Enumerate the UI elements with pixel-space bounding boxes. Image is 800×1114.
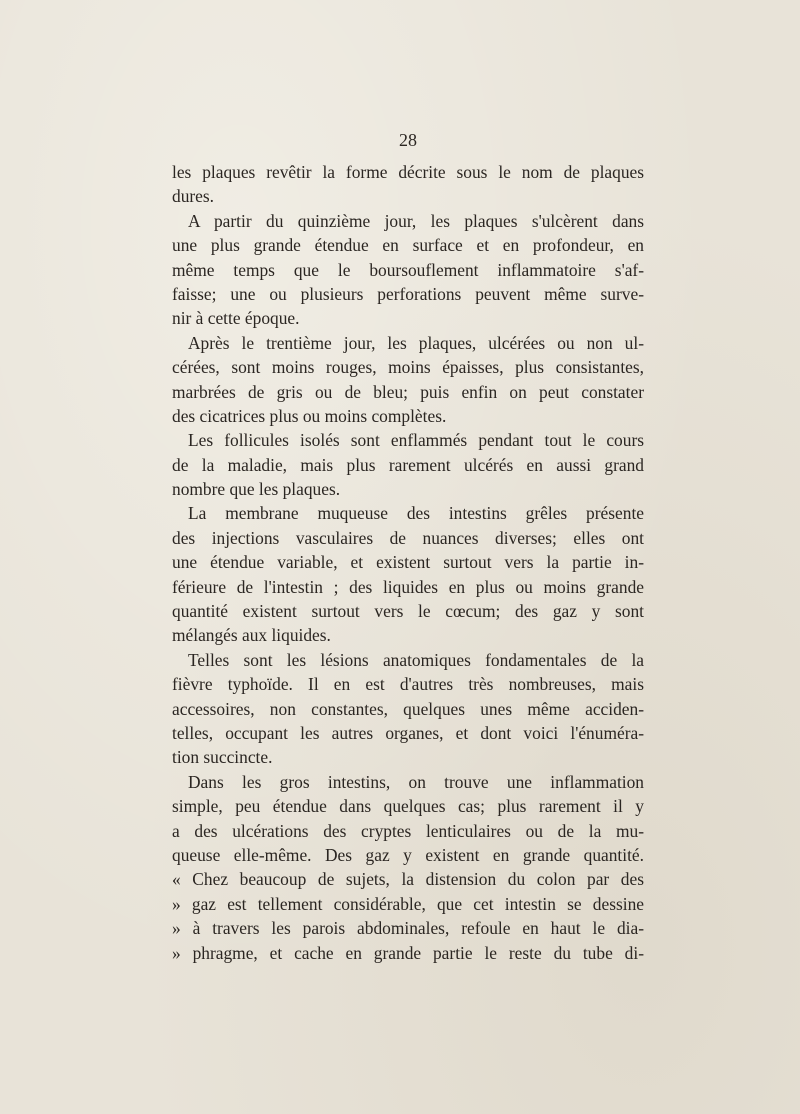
paragraph-5 (172, 501, 644, 647)
text-line: des injections vasculaires de nuances diverses; elles ont (172, 527, 644, 548)
text-line: marbrées de gris ou de bleu; puis enfin on peut constater (172, 381, 644, 402)
text-line: Dans les gros intestins, on trouve une inflammation (188, 771, 644, 792)
text-line: cérées, sont moins rouges, moins épaisses, plus consistantes, (172, 357, 644, 378)
paragraph-2 (172, 209, 644, 331)
text-line: Les follicules isolés sont enflammés pendant tout le cours (188, 430, 644, 451)
text-line: accessoires, non constantes, quelques unes même acciden- (172, 698, 644, 719)
body-text (172, 128, 644, 965)
text-line: nombre que les plaques. (172, 479, 341, 500)
text-line: de la maladie, mais plus rarement ulcérés en aussi grand (172, 454, 644, 475)
text-line: « Chez beaucoup de sujets, la distension du colon par des (172, 869, 644, 890)
text-line: La membrane muqueuse des intestins grêles présente (188, 503, 644, 524)
text-line: » gaz est tellement considérable, que cet intestin se dessine (172, 893, 644, 914)
text-line: A partir du quinzième jour, les plaques s'ulcèrent dans (188, 210, 644, 231)
page-number: 28 (399, 130, 417, 150)
text-line: tion succincte. (172, 747, 273, 768)
text-line: a des ulcérations des cryptes lenticulaires ou de la mu- (172, 820, 644, 841)
text-line: les plaques revêtir la forme décrite sous le nom de plaques (172, 162, 644, 182)
text-line: une étendue variable, et existent surtout vers la partie in- (172, 552, 644, 573)
text-line: faisse; une ou plusieurs perforations peuvent même surve- (172, 283, 644, 304)
text-line: une plus grande étendue en surface et en profondeur, en (172, 235, 644, 256)
text-line: quantité existent surtout vers le cœcum; des gaz y sont (172, 601, 644, 622)
text-line: telles, occupant les autres organes, et dont voici l'énuméra- (172, 722, 644, 743)
text-line: fièvre typhoïde. Il en est d'autres très nombreuses, mais (172, 674, 644, 695)
paragraph-4 (172, 428, 644, 501)
text-line: dures. (172, 186, 215, 207)
text-line: des cicatrices plus ou moins complètes. (172, 405, 447, 426)
text-line: même temps que le boursouflement inflammatoire s'af- (172, 259, 644, 280)
paragraph-6 (172, 648, 644, 770)
paragraph-1 (172, 160, 644, 209)
text-line: férieure de l'intestin ; des liquides en plus ou moins grande (172, 576, 644, 597)
text-line: queuse elle-même. Des gaz y existent en grande quantité. (172, 844, 644, 865)
text-line: simple, peu étendue dans quelques cas; plus rarement il y (172, 796, 644, 817)
text-line: mélangés aux liquides. (172, 625, 331, 646)
text-line: Telles sont les lésions anatomiques fondamentales de la (188, 649, 644, 670)
text-line: nir à cette époque. (172, 308, 300, 329)
text-line: » à travers les parois abdominales, refoule en haut le dia- (172, 918, 644, 939)
paragraph-7 (172, 770, 644, 965)
paragraph-3 (172, 331, 644, 429)
text-line: » phragme, et cache en grande partie le reste du tube di- (172, 942, 644, 963)
text-line: Après le trentième jour, les plaques, ulcérées ou non ul- (188, 332, 644, 353)
